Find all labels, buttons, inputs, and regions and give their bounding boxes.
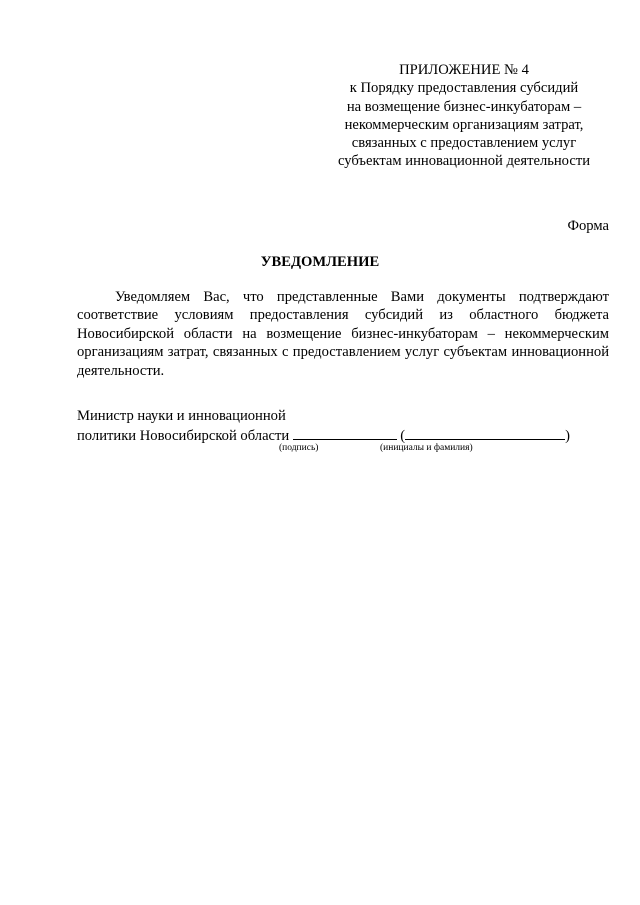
document-title: УВЕДОМЛЕНИЕ: [260, 254, 380, 270]
appendix-line: некоммерческим организациям затрат,: [344, 116, 584, 133]
appendix-line: на возмещение бизнес-инкубаторам –: [346, 98, 582, 115]
appendix-number: ПРИЛОЖЕНИЕ № 4: [399, 62, 529, 78]
initials-caption: (инициалы и фамилия): [380, 443, 473, 453]
signature-block: [77, 407, 570, 446]
appendix-line: связанных с предоставлением услуг: [351, 135, 577, 152]
notification-text: Уведомляем Вас, что представленные Вами документы подтверждают соответствие условиям предоставления субсидий из областного бюджета Новосибирской области на возмещение бизнес-инкубаторам – некоммерческим организациям затрат, связанных с предоставлением услуг субъектам инновационной деятельности.: [77, 289, 609, 379]
signer-position-line1: Министр науки и инновационной: [77, 408, 286, 424]
form-label: Форма: [567, 218, 609, 234]
appendix-header: [318, 61, 610, 171]
initials-blank: [405, 425, 565, 440]
signer-position-line2: [77, 425, 570, 445]
close-paren: ): [565, 428, 570, 445]
appendix-line: субъектам инновационной деятельности: [337, 153, 591, 170]
appendix-line: к Порядку предоставления субсидий: [349, 80, 579, 97]
open-paren: (: [400, 428, 406, 445]
signer-position-text: политики Новосибирской области: [77, 428, 290, 445]
signature-blank: [293, 425, 397, 440]
signature-caption: (подпись): [279, 443, 319, 453]
